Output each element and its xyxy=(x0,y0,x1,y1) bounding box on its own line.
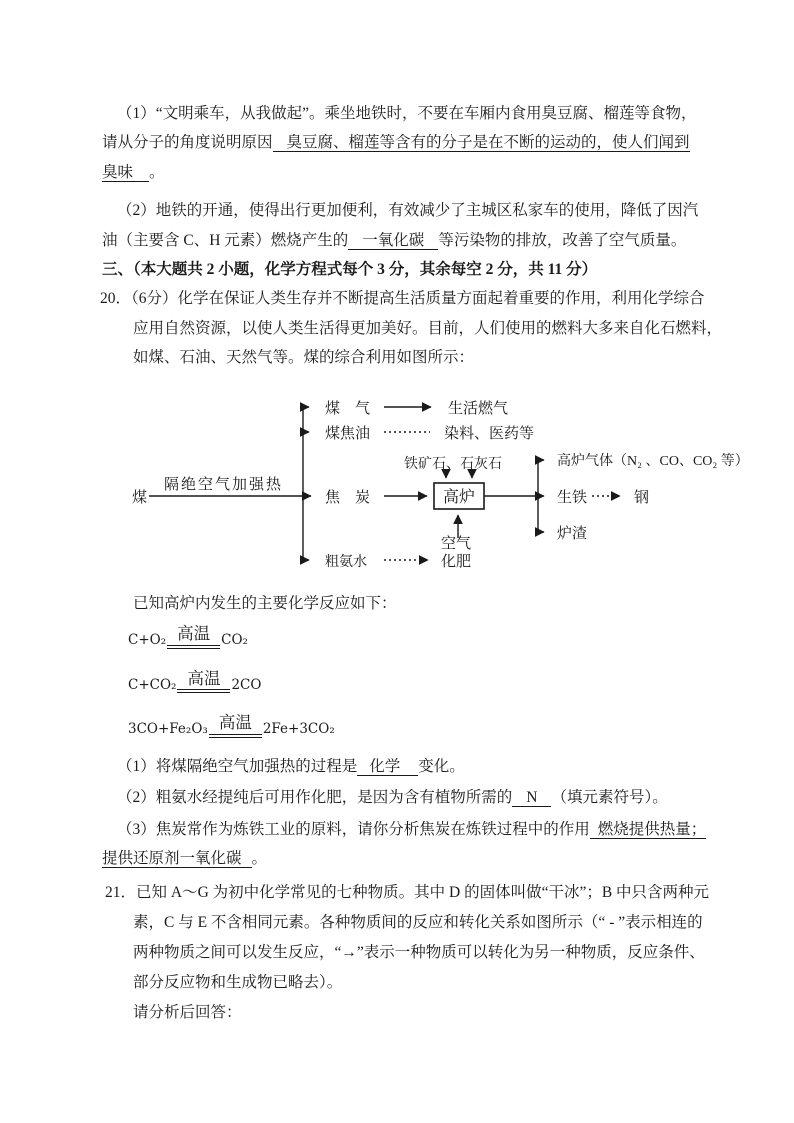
diagram-crude-ammonia-label: 粗氨水 xyxy=(325,554,367,570)
diagram-coal-gas-label: 煤 气 xyxy=(325,400,371,417)
q20-sub3-line1 xyxy=(117,815,794,844)
q20-sub3-prefix: （3）焦炭常作为炼铁工业的原料，请你分析焦炭在炼铁过程中的作用 xyxy=(117,820,590,838)
q19-part1-answer-blank-2: 臭味 xyxy=(102,164,149,182)
q20-reactions-intro: 已知高炉内发生的主要化学反应如下： xyxy=(133,594,397,612)
coal-diagram-svg xyxy=(128,387,768,583)
coal-utilization-diagram xyxy=(128,387,794,583)
equation-1-reactants: C+O₂ xyxy=(128,632,167,649)
diagram-steel-label: 钢 xyxy=(634,489,650,506)
q20-sub3-period: 。 xyxy=(251,850,268,868)
q20-sub1-prefix: （1）将煤隔绝空气加强热的过程是 xyxy=(117,757,358,775)
equation-1 xyxy=(128,624,794,649)
q20-line3: 如煤、石油、天然气等。煤的综合利用如图所示： xyxy=(133,349,475,367)
diagram-furnace-gas-label: 高炉气体（N₂ 、CO、CO₂ 等） xyxy=(557,453,749,469)
q19-part2-line2-suffix: 等污染物的排放，改善了空气质量。 xyxy=(438,231,687,249)
equation-1-products: CO₂ xyxy=(221,632,248,649)
equation-3-condition: 高温 xyxy=(209,713,262,738)
q21-line5: 请分析后回答： xyxy=(133,1003,242,1021)
q21-line4: 部分反应物和生成物已略去）。 xyxy=(133,973,343,991)
diagram-coal-tar-label: 煤焦油 xyxy=(325,425,371,442)
q20-sub1-suffix: 变化。 xyxy=(418,757,465,775)
q21-line3: 两种物质之间可以发生反应，“→”表示一种物质可以转化为另一种物质，反应条件、 xyxy=(133,943,705,961)
equation-3-reactants: 3CO+Fe₂O₃ xyxy=(128,721,208,738)
q20-sub1 xyxy=(117,752,794,781)
diagram-coal-label: 煤 xyxy=(132,489,148,506)
equation-3 xyxy=(128,713,794,738)
q20-sub2-answer-blank: N xyxy=(512,789,551,807)
equation-2-reactants: C+CO₂ xyxy=(128,676,177,693)
equation-2-condition: 高温 xyxy=(177,669,230,694)
q21-line1: 21．已知 A～G 为初中化学常见的七种物质。其中 D 的固体叫做“干冰”；B 中只含两种元 xyxy=(105,883,710,901)
diagram-coke-label: 焦 炭 xyxy=(325,489,371,506)
q20-sub3-answer-blank-1: 燃烧提供热量； xyxy=(590,821,707,839)
diagram-slag-label: 炉渣 xyxy=(557,525,588,542)
diagram-iron-ore-label: 铁矿石、石灰石 xyxy=(404,456,502,472)
diagram-process-label: 隔绝空气加强热 xyxy=(164,476,284,493)
q19-part1-answer-blank: 臭豆腐、榴莲等含有的分子是在不断的运动的，使人们闻到 xyxy=(273,134,690,152)
q20-sub3-line2 xyxy=(102,844,794,873)
equation-2 xyxy=(128,669,794,694)
section-header: 三、（本大题共 2 小题，化学方程式每个 3 分，其余每空 2 分，共 11 分） xyxy=(102,261,598,279)
q20-sub3-answer-blank-2: 提供还原剂一氧化碳 xyxy=(102,850,252,868)
q19-part1-line2-prefix: 请从分子的角度说明原因 xyxy=(102,134,273,152)
q21-line2: 素，C 与 E 不含相同元素。各种物质间的反应和转化关系如图所示（“ - ”表示相连的 xyxy=(133,913,703,931)
equation-3-products: 2Fe+3CO₂ xyxy=(262,721,335,738)
q19-part2-line2-prefix: 油（主要含 C、H 元素）燃烧产生的 xyxy=(102,231,349,249)
q19-part1-period: 。 xyxy=(149,163,165,181)
equation-2-products: 2CO xyxy=(231,676,262,693)
q20-sub2-suffix: （填元素符号）。 xyxy=(551,789,668,807)
q20-sub2-prefix: （2）粗氨水经提纯后可用作化肥，是因为含有植物所需的 xyxy=(117,789,513,807)
diagram-pig-iron-label: 生铁 xyxy=(557,489,588,506)
q20-sub2 xyxy=(117,783,794,812)
diagram-furnace-label: 高炉 xyxy=(443,488,476,506)
diagram-household-gas-label: 生活燃气 xyxy=(448,400,509,417)
q19-part1-line3 xyxy=(102,158,794,187)
q19-part2-line2 xyxy=(102,226,794,255)
diagram-fertilizer-label: 化肥 xyxy=(441,553,472,570)
diagram-dyes-label: 染料、医药等 xyxy=(444,425,535,442)
q20-line2: 应用自然资源，以使人类生活得更加美好。目前，人们使用的燃料大多来自化石燃料， xyxy=(133,319,723,337)
q19-part1-line2 xyxy=(102,128,794,157)
q20-sub1-answer-blank: 化学 xyxy=(357,758,418,776)
q19-part2-answer-blank: 一氧化碳 xyxy=(348,232,438,250)
q20-line1: 20．（6分）化学在保证人类生存并不断提高生活质量方面起着重要的作用，利用化学综合 xyxy=(100,290,705,308)
q19-part2-line1: （2）地铁的开通，使得出行更加便利，有效减少了主城区私家车的使用，降低了因汽 xyxy=(117,202,699,220)
q19-part1-line1: （1）“文明乘车，从我做起”。乘坐地铁时，不要在车厢内食用臭豆腐、榴莲等食物， xyxy=(117,105,697,122)
diagram-air-label: 空气 xyxy=(441,535,472,552)
equation-1-condition: 高温 xyxy=(167,624,220,649)
